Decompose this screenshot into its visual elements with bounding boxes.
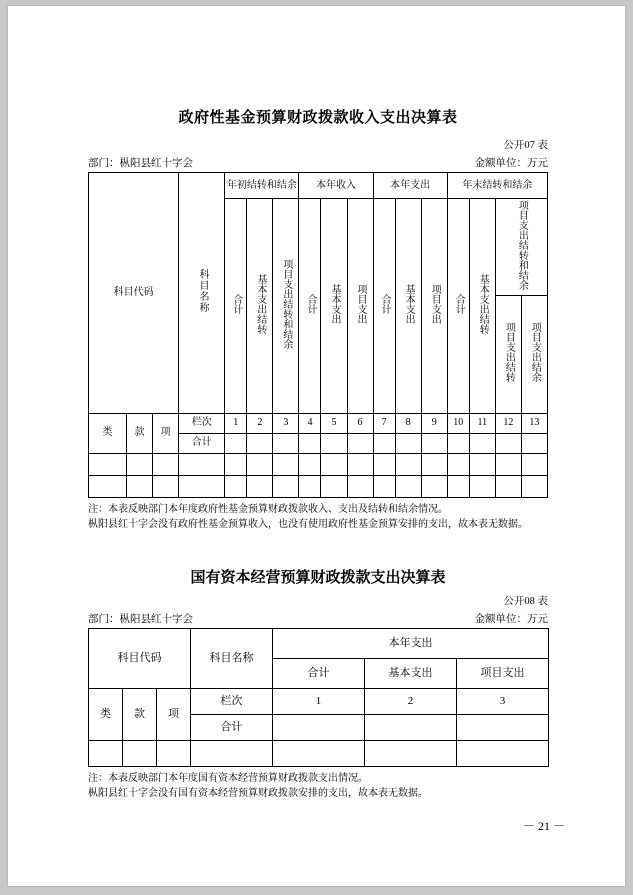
table2-meta [88, 611, 548, 626]
table1-unit-value: 万元 [527, 158, 548, 169]
cell [225, 475, 247, 497]
cell [179, 475, 225, 497]
col-num-7: 7 [373, 413, 395, 433]
table1-dept-label: 部门： [88, 158, 120, 169]
section-spacer [88, 532, 548, 566]
table-row [89, 475, 548, 497]
th-end-project-carry: 项目支出结转 [495, 295, 521, 413]
td-heji-c10 [447, 433, 469, 453]
table1-note-1: 注：本表反映部门本年度政府性基金预算财政拨款收入、支出及结转和结余情况。 [88, 503, 448, 515]
cell [273, 453, 299, 475]
cell [247, 475, 273, 497]
table2-note-2: 枞阳县红十字会没有国有资本经营预算财政拨款安排的支出，故本表无数据。 [88, 787, 428, 799]
cell [469, 453, 495, 475]
th-end-basic: 基本支出结转 [469, 199, 495, 414]
cell [447, 475, 469, 497]
col-num-5: 5 [321, 413, 347, 433]
t2-col-num-1: 1 [273, 688, 365, 714]
td-heji-c7 [373, 433, 395, 453]
cell [373, 475, 395, 497]
cell [421, 475, 447, 497]
table2-header-row-1 [89, 628, 549, 658]
t2-td-heji-c2 [365, 714, 457, 740]
table2-unit-value: 万元 [527, 613, 548, 625]
td-heji-c11 [469, 433, 495, 453]
cell [299, 453, 321, 475]
table1-note-2: 枞阳县红十字会没有政府性基金预算收入，也没有使用政府性基金预算安排的支出，故本表无数据。 [88, 518, 528, 530]
cell [89, 453, 127, 475]
table2-dept-value: 枞阳县红十字会 [119, 613, 193, 625]
th-code: 科目代码 [89, 173, 179, 414]
td-lei: 类 [89, 413, 127, 453]
td-heji-c8 [395, 433, 421, 453]
th-group-income: 本年收入 [299, 173, 373, 199]
t2-td-xiang: 项 [157, 688, 191, 740]
th-exp-basic: 基本支出 [395, 199, 421, 414]
td-kuan: 款 [127, 413, 153, 453]
table1-meta [88, 155, 548, 170]
cell [299, 475, 321, 497]
th-end-project-surplus: 项目支出结余 [521, 295, 547, 413]
t2-th-project: 项目支出 [457, 658, 549, 688]
th-exp-project: 项目支出 [421, 199, 447, 414]
table2-sheet [88, 628, 549, 767]
cell [395, 453, 421, 475]
cell [447, 453, 469, 475]
cell [347, 453, 373, 475]
table-row [89, 740, 549, 766]
table2-dept [88, 611, 193, 626]
table2-note-1: 注：本表反映部门本年度国有资本经营预算财政拨款支出情况。 [88, 772, 368, 784]
t2-col-num-2: 2 [365, 688, 457, 714]
cell [123, 740, 157, 766]
table1-unit-label: 金额单位： [474, 158, 527, 169]
td-heji-c3 [273, 433, 299, 453]
t2-td-heji-c1 [273, 714, 365, 740]
t2-th-group-expense: 本年支出 [273, 628, 549, 658]
table1-title: 政府性基金预算财政拨款收入支出决算表 [178, 110, 458, 126]
col-num-8: 8 [395, 413, 421, 433]
th-exp-total: 合计 [373, 199, 395, 414]
cell [247, 453, 273, 475]
td-heji-c9 [421, 433, 447, 453]
col-num-13: 13 [521, 413, 547, 433]
cell [421, 453, 447, 475]
cell [157, 740, 191, 766]
table2-dept-label: 部门： [88, 613, 120, 625]
cell [521, 475, 547, 497]
table1-unit [475, 155, 549, 170]
t2-th-name: 科目名称 [191, 628, 273, 688]
page-number: － 21 － [522, 819, 565, 833]
th-group-end: 年末结转和结余 [447, 173, 547, 199]
cell [373, 453, 395, 475]
cell [153, 475, 179, 497]
t2-td-heji-label: 合计 [191, 714, 273, 740]
th-begin-basic: 基本支出结转 [247, 199, 273, 414]
th-begin-project: 项目支出结转和结余 [273, 199, 299, 414]
table2-unit-label: 金额单位： [474, 613, 527, 625]
t2-td-lei: 类 [89, 688, 123, 740]
cell [347, 475, 373, 497]
table1-dept [88, 155, 193, 170]
t2-td-lanci-label: 栏次 [191, 688, 273, 714]
t2-th-total: 合计 [273, 658, 365, 688]
col-num-2: 2 [247, 413, 273, 433]
table2-title: 国有资本经营预算财政拨款支出决算表 [190, 569, 446, 586]
cell [321, 475, 347, 497]
th-income-basic: 基本支出 [321, 199, 347, 414]
table1-lanci-row [89, 413, 548, 433]
table-row [89, 453, 548, 475]
cell [273, 740, 365, 766]
td-heji-c1 [225, 433, 247, 453]
td-heji-label: 合计 [179, 433, 225, 453]
table2-form-number: 公开08 表 [503, 595, 548, 607]
table1-header-row-1 [89, 173, 548, 199]
cell [225, 453, 247, 475]
col-num-12: 12 [495, 413, 521, 433]
cell [273, 475, 299, 497]
td-heji-c12 [495, 433, 521, 453]
td-heji-c4 [299, 433, 321, 453]
cell [89, 740, 123, 766]
cell [457, 740, 549, 766]
td-xiang: 项 [153, 413, 179, 453]
cell [89, 475, 127, 497]
th-end-project-group: 项目支出结转和结余 [495, 199, 547, 296]
t2-col-num-3: 3 [457, 688, 549, 714]
table2-lanci-row [89, 688, 549, 714]
table1-sheet [88, 172, 548, 498]
col-num-1: 1 [225, 413, 247, 433]
page-content [88, 106, 548, 801]
col-num-9: 9 [421, 413, 447, 433]
cell [395, 475, 421, 497]
table1-form-number: 公开07 表 [503, 140, 548, 151]
col-num-6: 6 [347, 413, 373, 433]
th-income-total: 合计 [299, 199, 321, 414]
th-group-begin: 年初结转和结余 [225, 173, 299, 199]
cell [127, 475, 153, 497]
th-begin-total: 合计 [225, 199, 247, 414]
cell [153, 453, 179, 475]
th-name: 科目名称 [179, 173, 225, 414]
t2-th-basic: 基本支出 [365, 658, 457, 688]
td-heji-c6 [347, 433, 373, 453]
cell [365, 740, 457, 766]
th-income-project: 项目支出 [347, 199, 373, 414]
cell [495, 475, 521, 497]
cell [321, 453, 347, 475]
cell [191, 740, 273, 766]
col-num-3: 3 [273, 413, 299, 433]
table1-dept-value: 枞阳县红十字会 [119, 158, 193, 169]
cell [127, 453, 153, 475]
th-group-expense: 本年支出 [373, 173, 447, 199]
cell [521, 453, 547, 475]
col-num-4: 4 [299, 413, 321, 433]
td-lanci-label: 栏次 [179, 413, 225, 433]
td-heji-c13 [521, 433, 547, 453]
cell [469, 475, 495, 497]
document-page [8, 6, 625, 886]
table1-notes [88, 502, 548, 532]
td-heji-c2 [247, 433, 273, 453]
col-num-11: 11 [469, 413, 495, 433]
col-num-10: 10 [447, 413, 469, 433]
t2-th-code: 科目代码 [89, 628, 191, 688]
td-heji-c5 [321, 433, 347, 453]
th-end-total: 合计 [447, 199, 469, 414]
cell [179, 453, 225, 475]
cell [495, 453, 521, 475]
table2-notes [88, 771, 548, 801]
t2-td-heji-c3 [457, 714, 549, 740]
table2-unit [475, 611, 549, 626]
t2-td-kuan: 款 [123, 688, 157, 740]
